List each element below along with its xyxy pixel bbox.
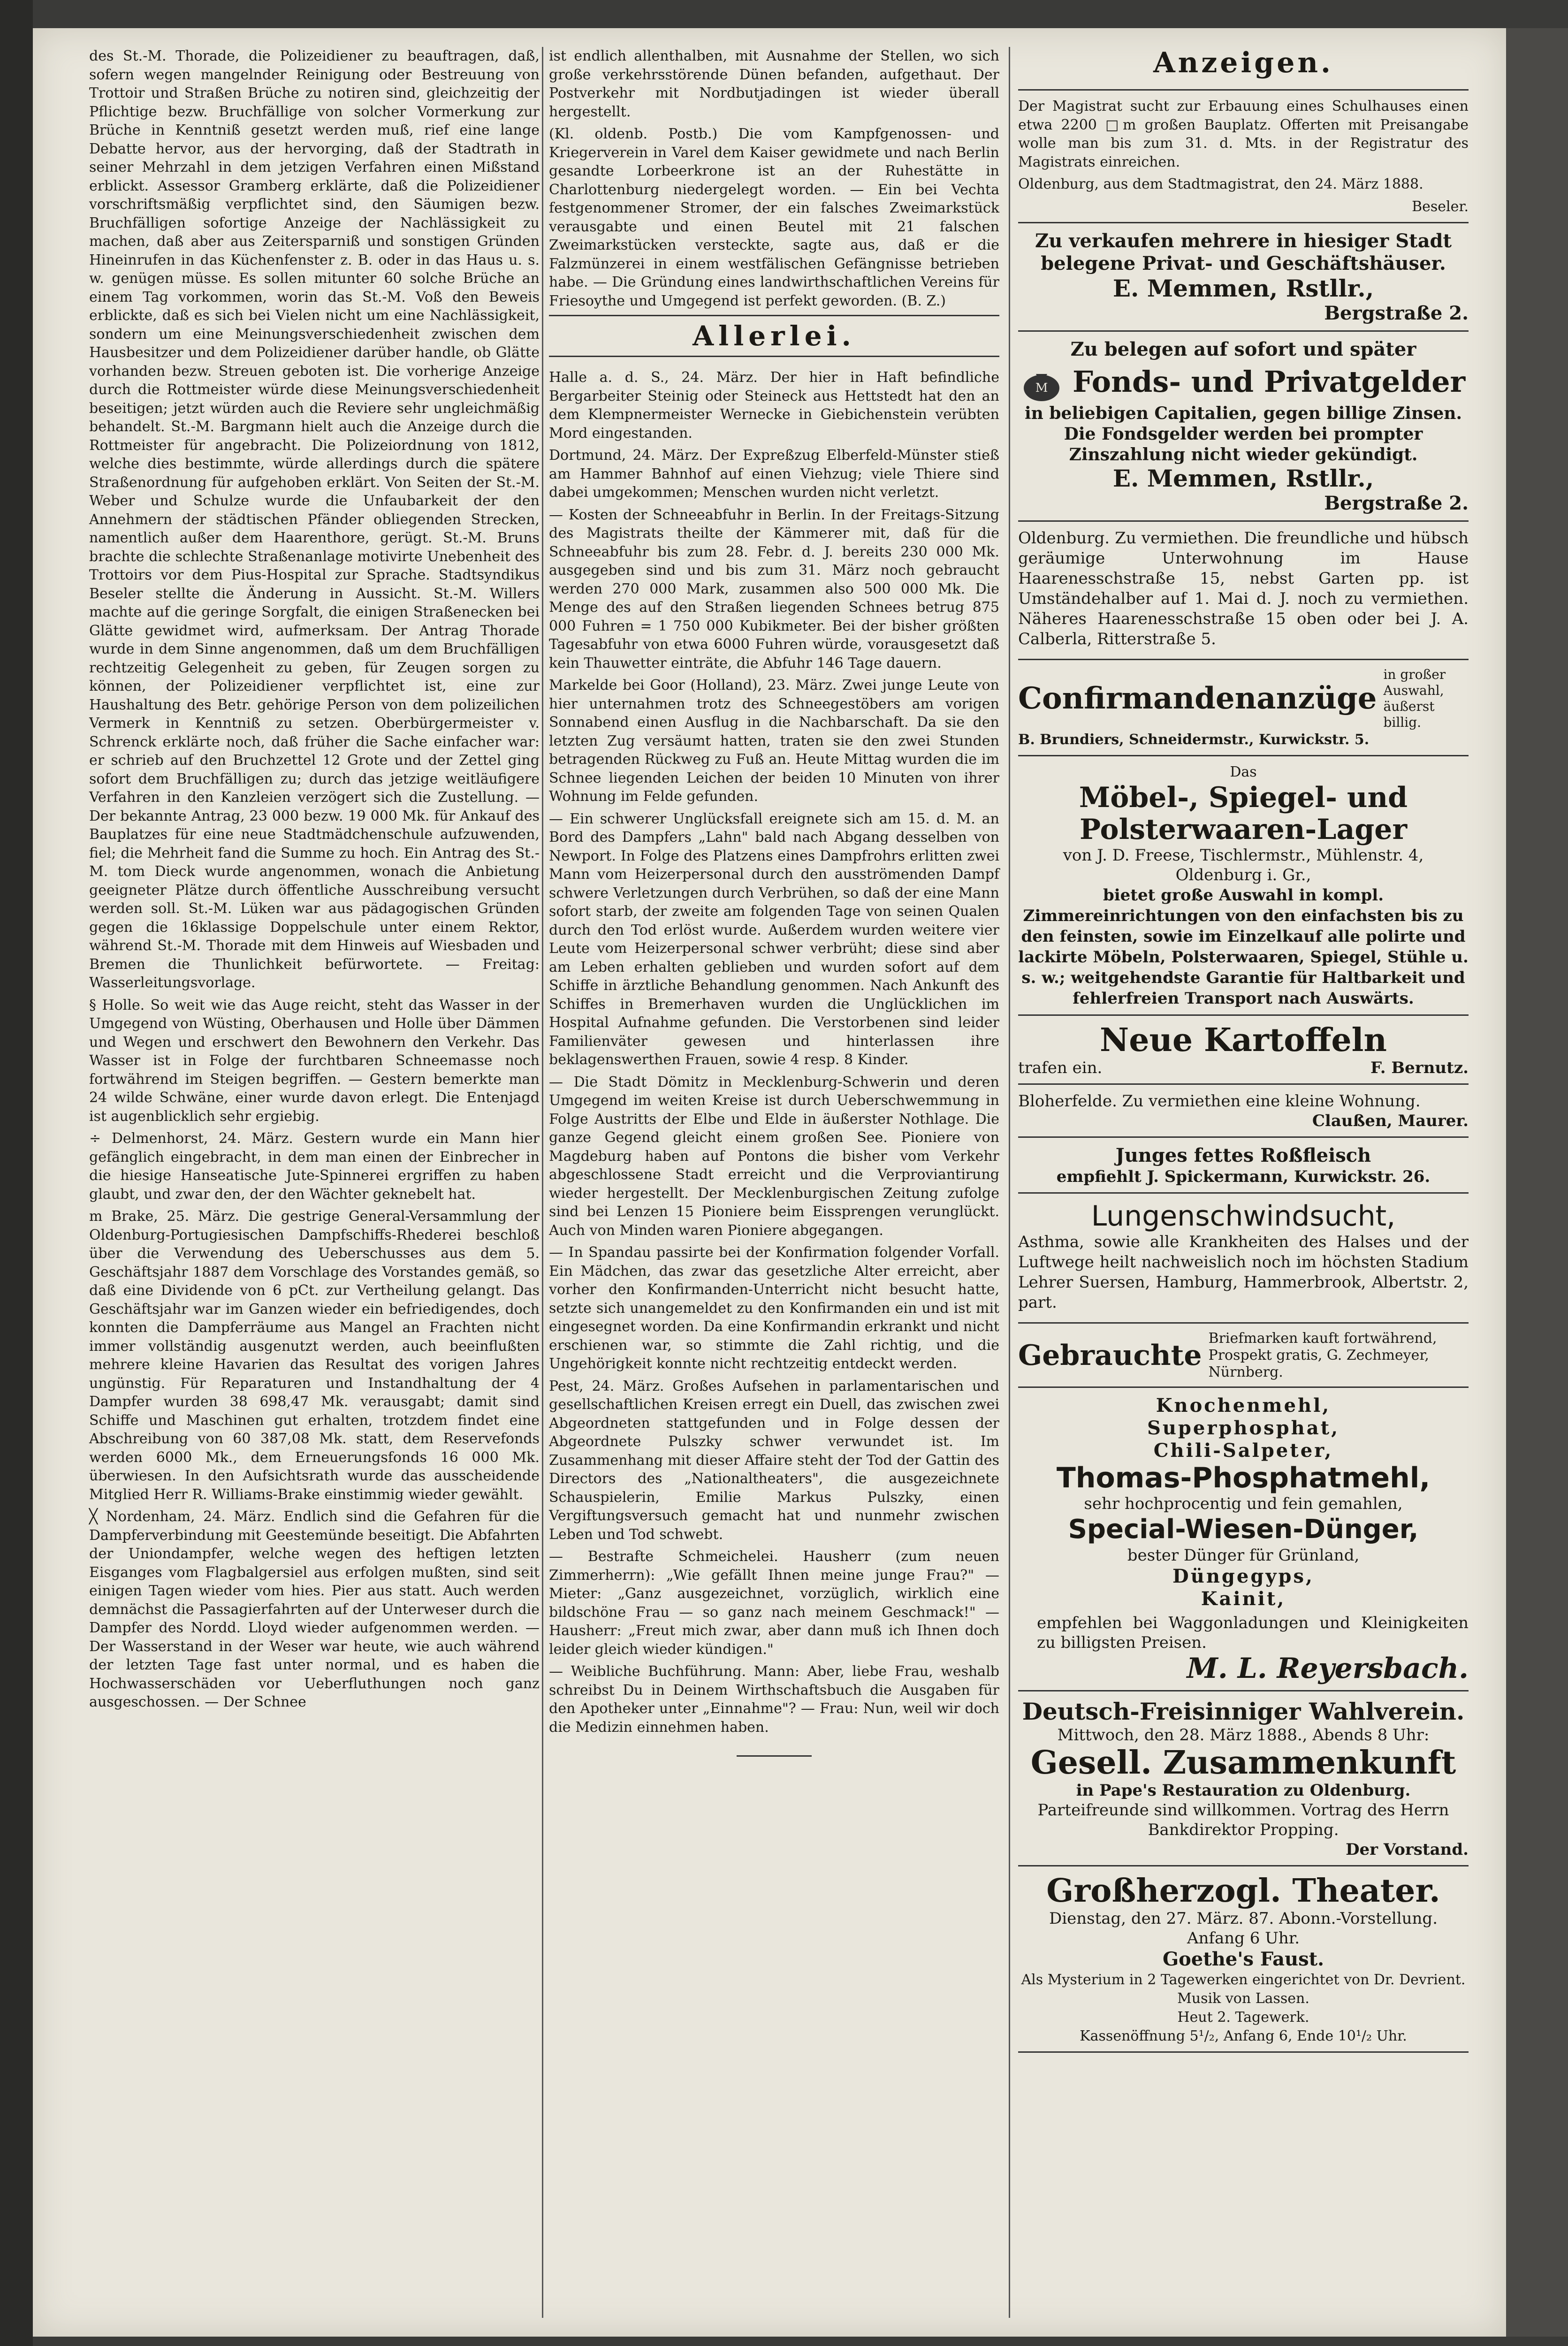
ad-time: Anfang 6 Uhr. <box>1187 1928 1300 1948</box>
article-paragraph: ╳ Nordenham, 24. März. Endlich sind die Gefahren für die Dampferverbindung mit Geestemünde beseitigt. Die Abfahrten der Uniondampfer, welche wegen des heftigen letzten Eisganges vom Flagbalgersiel aus erfolgen mußten, sind seit einigen Tagen wieder vom hies. Pier aus statt. Auch werden demnächst die Passagierfahrten auf der Unterweser durch die Dampfer des Nordd. Lloyd wieder aufgenommen werden. — Der Wasserstand in der Weser war heute, wie auch während der letzten Tage fast unter normal, und es haben die Hochwasserschäden vor Ueberfluthungen noch ganz ausgeschossen. — Der Schnee <box>89 1508 540 1710</box>
ad-headline: Zu belegen auf sofort und später <box>1070 338 1416 360</box>
ad-big: Gebrauchte <box>1018 1339 1202 1372</box>
ad-name: Claußen, Maurer. <box>1312 1111 1469 1130</box>
ad-haeuser <box>1018 222 1469 330</box>
ad-privatgelder <box>1018 330 1469 520</box>
ad-side: in großer Auswahl, äußerst billig. <box>1383 666 1446 730</box>
ad-theater <box>1018 1865 1469 2053</box>
column-rule <box>1009 47 1010 2318</box>
ad-text: in beliebigen Capitalien, gegen billige Zinsen. Die Fondsgelder werden bei prompter Zinszahlung nicht wieder gekündigt. <box>1025 403 1462 465</box>
ad-confirmanden <box>1018 659 1469 755</box>
ad-product-line: Superphosphat, <box>1147 1417 1340 1439</box>
ad-date: Dienstag, den 27. März. 87. Abonn.-Vorstellung. <box>1049 1909 1438 1928</box>
ad-product-line: Knochenmehl, <box>1156 1394 1331 1417</box>
article-paragraph: ist endlich allenthalben, mit Ausnahme der Stellen, wo sich große verkehrsstörende Dünen befanden, aufgethaut. Der Postverkehr mit Nordbutjadingen ist wieder überall hergestellt. <box>549 48 999 120</box>
ad-product-line: Düngegyps, <box>1172 1565 1314 1587</box>
ad-address: Bergstraße 2. <box>1324 302 1469 324</box>
ad-big: Confirmandenanzüge <box>1018 680 1377 716</box>
svg-text:M: M <box>1035 381 1048 395</box>
ad-text: Oldenburg. Zu vermiethen. Die freundliche und hübsch geräumige Unterwohnung im Hause Haarenesschstraße 15, nebst Garten pp. ist Umständehalber auf 1. Mai d. J. noch zu vermiethen. Näheres Haarenesschstraße 15 oben oder bei J. A. Calberla, Ritterstraße 5. <box>1018 528 1469 648</box>
ad-duenger <box>1018 1386 1469 1690</box>
ad-briefmarken <box>1018 1322 1469 1386</box>
newspaper-page <box>33 28 1506 2337</box>
ad-today: Heut 2. Tagewerk. <box>1177 2009 1309 2026</box>
ad-text: Asthma, sowie alle Krankheiten des Halses und der Luftwege heilt nachweislich noch im höchsten Stadium Lehrer Suersen, Hamburg, Hammerbrook, Albertstr. 2, part. <box>1018 1232 1469 1312</box>
ad-text: Der Magistrat sucht zur Erbauung eines Schulhauses einen etwa 2200 □m großen Bauplatz. Offerten mit Preisangabe wolle man bis zum 31. d. Mts. in der Registratur des Magistrats einreichen. <box>1018 98 1469 170</box>
ad-bloherfelde <box>1018 1083 1469 1136</box>
ad-big: Fonds- und Privatgelder <box>1073 364 1466 399</box>
ad-name: E. Memmen, Rstllr., <box>1112 274 1374 302</box>
end-rule <box>737 1755 812 1757</box>
ad-headline: Junges fettes Roßfleisch <box>1115 1144 1371 1166</box>
ad-address: Bergstraße 2. <box>1324 492 1469 514</box>
ad-big: Special-Wiesen-Dünger, <box>1068 1514 1419 1545</box>
ad-vermiethen <box>1018 520 1469 659</box>
ad-play: Goethe's Faust. <box>1162 1948 1324 1970</box>
ad-text: empfehlen bei Waggonladungen und Kleinigkeiten zu billigsten Preisen. <box>1037 1613 1469 1652</box>
column-left <box>89 47 540 1715</box>
ad-text: Bloherfelde. Zu vermiethen eine kleine Wohnung. <box>1018 1091 1421 1111</box>
article-paragraph: ÷ Delmenhorst, 24. März. Gestern wurde ein Mann hier gefänglich eingebracht, in dem man einen der Einbrecher in die hiesige Hanseatische Jute-Spinnerei ergriffen zu haben glaubt, und zwar den, der den Wächter geknebelt hat. <box>89 1130 540 1203</box>
ad-wahlverein <box>1018 1690 1469 1865</box>
ad-moebel <box>1018 755 1469 1014</box>
ad-das: Das <box>1230 763 1257 780</box>
ads-title: Anzeigen. <box>1153 46 1333 79</box>
ad-von: von J. D. Freese, Tischlermstr., Mühlenstr. 4, Oldenburg i. Gr., <box>1063 845 1424 884</box>
ad-date: Mittwoch, den 28. März 1888., Abends 8 Uhr: <box>1057 1725 1430 1744</box>
ad-sub: bester Dünger für Grünland, <box>1127 1546 1360 1565</box>
ad-big: Lungenschwindsucht, <box>1091 1199 1396 1233</box>
ad-place: in Pape's Restauration zu Oldenburg. <box>1076 1781 1411 1800</box>
ad-text: bietet große Auswahl in kompl. Zimmereinrichtungen von den einfachsten bis zu den feinsten, sowie im Einzelkauf alle polirte und lackirte Möbeln, Polsterwaaren, Spiegel, Stühle u. s. w.; weitgehendste Garantie für Haltbarkeit und fehlerfreien Transport nach Auswärts. <box>1018 885 1469 1008</box>
article-paragraph: — Kosten der Schneeabfuhr in Berlin. In der Freitags-Sitzung des Magistrats theilte der Kämmerer mit, daß für die Schneeabfuhr bis zum 28. Febr. d. J. bereits 230 000 Mk. ausgegeben sind und bis zum 31. März noch gebraucht werden 270 000 Mark, zusammen also 500 000 Mk. Die Menge des auf den Straßen liegenden Schnees betrug 875 000 Fuhren = 1 750 000 Kubikmeter. Bei der bisher größten Tagesabfuhr von etwa 6000 Fuhren würde, vorausgesetzt daß kein Thauwetter einträte, die Abfuhr 146 Tage dauern. <box>549 506 999 671</box>
section-title-allerlei: Allerlei. <box>549 315 999 357</box>
money-bag-icon <box>1018 361 1065 403</box>
article-paragraph: — Weibliche Buchführung. Mann: Aber, liebe Frau, weshalb schreibst Du in Deinem Wirthschaftsbuch die Ausgaben für den Apotheker unter „Einnahme"? — Frau: Nun, weil wir doch die Medizin einnehmen haben. <box>549 1663 999 1736</box>
ad-lungenschwindsucht <box>1018 1192 1469 1322</box>
article-paragraph: Halle a. d. S., 24. März. Der hier in Haft befindliche Bergarbeiter Steinig oder Steineck aus Hettstedt hat den an dem Klempnermeister Wernecke in Giebichenstein verübten Mord eingestanden. <box>549 369 999 442</box>
article-paragraph: — Bestrafte Schmeichelei. Hausherr (zum neuen Zimmerherrn): „Wie gefällt Ihnen meine junge Frau?" — Mieter: „Ganz ausgezeichnet, vorzüglich, wirklich eine bildschöne Frau — so ganz nach meinem Geschmack!" — Hausherr: „Freut mich zwar, aber dann muß ich Ihnen doch leider gleich wieder kündigen." <box>549 1548 999 1658</box>
page-edge <box>1506 28 1568 2337</box>
article-paragraph: — Die Stadt Dömitz in Mecklenburg-Schwerin und deren Umgegend im weiten Kreise ist durch Ueberschwemmung in Folge Austritts der Elbe und Elde in äußerster Nothlage. Die ganze Gegend gleicht einem großen See. Pioniere von Magdeburg haben auf Pontons die bisher vom Verkehr abgeschlossene Stadt erreicht und die Verproviantirung wieder hergestellt. Der Mecklenburgischen Zeitung zufolge sind bei Lenzen 15 Pioniere beim Eissprengen verunglückt. Auch von Minden waren Pioniere abgegangen. <box>549 1074 999 1239</box>
ad-big: Möbel-, Spiegel- und Polsterwaaren-Lager <box>1079 781 1408 846</box>
article-paragraph: § Holle. So weit wie das Auge reicht, steht das Wasser in der Umgegend von Wüsting, Oberhausen und Holle über Dämmen und Wegen und erschwert den Bewohnern den Verkehr. Das Wasser ist in Folge der furchtbaren Schneemasse noch fortwährend im Steigen begriffen. — Gestern bemerkte man 24 wilde Schwäne, einer wurde davon erlegt. Die Entenjagd ist augenblicklich sehr ergiebig. <box>89 997 540 1125</box>
ad-text: Als Mysterium in 2 Tagewerken eingerichtet von Dr. Devrient. Musik von Lassen. <box>1021 1971 1466 2007</box>
article-paragraph: Pest, 24. März. Großes Aufsehen in parlamentarischen und gesellschaftlichen Kreisen erregt ein Duell, das zwischen zwei Abgeordneten stattgefunden und in Folge dessen der Abgeordnete Pulszky schwer verwundet ist. Im Zusammenhang mit dieser Affaire steht der Tod der Gattin des Directors des „Nationaltheaters", die ausgezeichnete Schauspielerin, Emilie Markus Pulszky, einen Vergiftungsversuch gemacht hat und nunmehr zwischen Leben und Tod schwebt. <box>549 1378 999 1543</box>
article-paragraph: Dortmund, 24. März. Der Expreßzug Elberfeld-Münster stieß am Hammer Bahnhof auf einen Viehzug; viele Thiere sind dabei umgekommen; Menschen wurden nicht verletzt. <box>549 447 999 501</box>
ad-place: Oldenburg, aus dem Stadtmagistrat, den 24. März 1888. <box>1018 176 1423 192</box>
ad-big: Gesell. Zusammenkunft <box>1030 1744 1456 1782</box>
article-paragraph: (Kl. oldenb. Postb.) Die vom Kampfgenossen- und Kriegerverein in Varel dem Kaiser gewidmete und nach Berlin gesandte Lorbeerkrone ist an der Ruhestätte in Charlottenburg niedergelegt worden. — Ein bei Vechta festgenommener Stromer, der ein falsches Zweimarkstück verausgabte und einen Beutel mit 21 falschen Zweimarkstücken versteckte, sagte aus, daß er die Falzmünzerei in einem westfälischen Gefängnisse betrieben habe. — Die Gründung eines landwirthschaftlichen Vereins für Friesoythe und Umgegend ist perfekt geworden. (B. Z.) <box>549 126 999 309</box>
ad-name: M. L. Reyersbach. <box>1187 1652 1469 1685</box>
article-paragraph: m Brake, 25. März. Die gestrige General-Versammlung der Oldenburg-Portugiesischen Dampfschiffs-Rhederei beschloß über die Verwendung des Ueberschusses aus dem 5. Geschäftsjahr 1887 dem Vorschlage des Vorstandes gemäß, so daß eine Dividende von 6 pCt. zur Vertheilung gelangt. Das Geschäftsjahr war im Ganzen wieder ein befriedigendes, doch konnten die Dampferräume aus Mangel an Frachten nicht immer vollständig ausgenutzt werden, auch beeinflußten mehrere kleine Havarien das Resultat des vorigen Jahres ungünstig. Für Reparaturen und Instandhaltung der 4 Dampfer wurden 38 698,47 Mk. verausgabt; damit sind Schiffe und Maschinen gut erhalten, trotzdem findet eine Abschreibung von 60 387,08 Mk. statt, dem Reservefonds werden 6000 Mk., dem Erneuerungsfonds 16 000 Mk. überwiesen. In den Aufsichtsrath wurde das ausscheidende Mitglied Herr R. Williams-Brake einstimmig wieder gewählt. <box>89 1208 540 1503</box>
ad-name: B. Brundiers, Schneidermstr., Kurwickstr. 5. <box>1018 731 1370 748</box>
ad-headline: Zu verkaufen mehrere in hiesiger Stadt belegene Privat- und Geschäftshäuser. <box>1035 229 1452 274</box>
ad-headline: Deutsch-Freisinniger Wahlverein. <box>1022 1697 1465 1725</box>
ad-signature: Der Vorstand. <box>1346 1840 1469 1859</box>
ad-name: F. Bernutz. <box>1370 1058 1469 1077</box>
ad-text: trafen ein. <box>1018 1058 1103 1077</box>
article-paragraph: des St.-M. Thorade, die Polizeidiener zu beauftragen, daß, sofern wegen mangelnder Reinigung oder Bestreuung von Trottoir und Straßen Brüche zu notiren sind, gleichzeitig der Pflichtige bezw. Bruchfällige von solcher Vormerkung zur Brüche in Kenntniß gesetzt werden muß, rief eine lange Debatte hervor, aus der hervorging, daß der Stadtrath in seiner Mehrzahl in dem jetzigen Verfahren einen Mißstand erblickt. Assessor Gramberg erklärte, daß die Polizeidiener vorschriftsmäßig verpflichtet sind, den Säumigen bezw. Bruchfälligen sofortige Anzeige der Nachlässigkeit zu machen, daß aber aus Zeitersparniß und sonstigen Gründen Hineinrufen in das Küchenfenster z. B. oder in das Haus u. s. w. genügen müsse. Es sollen mitunter 60 solche Brüche an einem Tag vorkommen, worin das St.-M. Voß den Beweis erblickte, daß es sich bei Vielen nicht um eine Nachlässigkeit, sondern um eine Meinungsverschiedenheit zwischen dem Hausbesitzer und dem Polizeidiener darüber handle, ob Glätte vorhanden bezw. Streuen geboten ist. Die vorherige Anzeige durch die Rottmeister würde diese Meinungsverschiedenheit beseitigen; jetzt würden auch die Reviere sehr ungleichmäßig behandelt. St.-M. Bargmann hielt auch die Anzeige durch die Rottmeister für angebracht. Die Polizeiordnung von 1812, welche dies bestimmte, würde allerdings durch die spätere Straßenordnung für aufgehoben erklärt. Von Seiten der St.-M. Weber und Schulze wurde die Unfaubarkeit der den Annehmern der städtischen Pfänder obliegenden Strecken, namentlich außer dem Haarenthore, gerügt. St.-M. Bruns brachte die schlechte Straßenanlage motivirte Unebenheit des Trottoirs vor dem Pius-Hospital zur Sprache. Stadtsyndikus Beseler stellte die Änderung in Aussicht. St.-M. Willers machte auf die geringe Sorgfalt, die einigen Straßenecken bei Glätte gewidmet wird, aufmerksam. Der Antrag Thorade wurde in dem Sinne angenommen, daß um dem Bruchfälligen rechtzeitig Gelegenheit zu geben, für Zeugen sorgen zu können, der Polizeidiener verpflichtet ist, eine zur Haushaltung des Betr. gehörige Person von dem polizeilichen Vermerk in Kenntniß zu setzen. Oberbürgermeister v. Schrenck erklärte noch, daß früher die Sache einfacher war: er schrieb auf den Bruchzettel 12 Grote und der Zettel ging sofort dem Bruchfälligen zu; durch das jetzige weitläufigere Verfahren in den Kanzleien verzögert sich die Zustellung. — Der bekannte Antrag, 23 000 bezw. 19 000 Mk. für Ankauf des Bauplatzes für eine neue Stadtmädchenschule aufzuwenden, fiel; die Mehrheit fand die Summe zu hoch. Ein Antrag des St.-M. tom Dieck wurde angenommen, wonach die Anbietung geeigneter Plätze durch öffentliche Ausschreibung versucht werden soll. St.-M. Lüken war aus pädagogischen Gründen gegen die 16klassige Doppelschule unter einem Rektor, während St.-M. Thorade mit dem Hinweis auf Wiesbaden und Bremen die Thunlichkeit befürwortete. — Freitag: Wasserleitungsvorlage. <box>89 48 540 991</box>
ad-big: Thomas-Phosphatmehl, <box>1056 1461 1431 1494</box>
ad-kartoffeln <box>1018 1014 1469 1083</box>
ad-big: Großherzogl. Theater. <box>1046 1872 1440 1910</box>
ad-rossfleisch <box>1018 1136 1469 1192</box>
article-paragraph: — Ein schwerer Unglücksfall ereignete sich am 15. d. M. an Bord des Dampfers „Lahn" bald nach Abgang desselben von Newport. In Folge des Platzens eines Dampfrohrs erlitten zwei Mann vom Heizerpersonal durch den ausströmenden Dampf schwere Verletzungen durch Verbrühen, so daß der eine Mann sofort starb, der zweite am folgenden Tage von seinen Qualen durch den Tod erlöst wurde. Außerdem wurden weitere vier Leute vom Heizerpersonal schwer verbrüht; diese sind aber am Leben erhalten geblieben und wurden sofort auf dem Schiffe in ärztliche Behandlung genommen. Nach Ankunft des Schiffes in Bremerhaven wurden die Unglücklichen im Hospital Aufnahme gefunden. Die Verstorbenen sind leider Familienväter gewesen und hinterlassen ihre beklagenswerthen Frauen, sowie 4 resp. 8 Kinder. <box>549 810 999 1068</box>
ad-text: Briefmarken kauft fortwährend, Prospekt gratis, G. Zechmeyer, Nürnberg. <box>1208 1330 1437 1380</box>
ad-name: E. Memmen, Rstllr., <box>1112 464 1374 492</box>
book-spine <box>0 0 33 2346</box>
article-paragraph: — In Spandau passirte bei der Konfirmation folgender Vorfall. Ein Mädchen, das zwar das gesetzliche Alter erreicht, aber vorher den Konfirmanden-Unterricht nicht besucht hatte, setzte sich unangemeldet zu den Konfirmanden ein und ist mit eingesegnet worden. Da eine Konfirmandin erkrankt und nicht erschienen war, so stimmte die Zahl richtig, und die Ungehörigkeit konnte nicht rechtzeitig entdeckt werden. <box>549 1244 999 1372</box>
ad-magistrat <box>1018 89 1469 222</box>
article-paragraph: Markelde bei Goor (Holland), 23. März. Zwei junge Leute von hier unternahmen trotz des Schneegestöbers am vorigen Sonnabend einen Ausflug in die Nachbarschaft. Da sie den letzten Zug versäumt hatten, traten sie den zwei Stunden betragenden Rückweg zu Fuß an. Heute Mittag wurden die im Schnee liegenden Leichen der beiden 10 Minuten von ihrer Wohnung im Felde gefunden. <box>549 677 999 805</box>
column-ads <box>1018 47 1469 2053</box>
ad-product-line: Kainit, <box>1201 1587 1286 1610</box>
ad-name: empfiehlt J. Spickermann, Kurwickstr. 26. <box>1056 1167 1431 1186</box>
ad-text: Parteifreunde sind willkommen. Vortrag des Herrn Bankdirektor Propping. <box>1037 1800 1449 1839</box>
ad-product-line: Chili-Salpeter, <box>1153 1439 1333 1462</box>
column-rule <box>542 47 543 2318</box>
ad-big: Neue Kartoffeln <box>1100 1021 1387 1059</box>
ad-signature: Beseler. <box>1412 198 1469 215</box>
ad-sub: sehr hochprocentig und fein gemahlen, <box>1084 1494 1403 1513</box>
ad-footer: Kassenöffnung 5¹/₂, Anfang 6, Ende 10¹/₂ Uhr. <box>1080 2027 1407 2044</box>
column-middle <box>549 47 999 1757</box>
